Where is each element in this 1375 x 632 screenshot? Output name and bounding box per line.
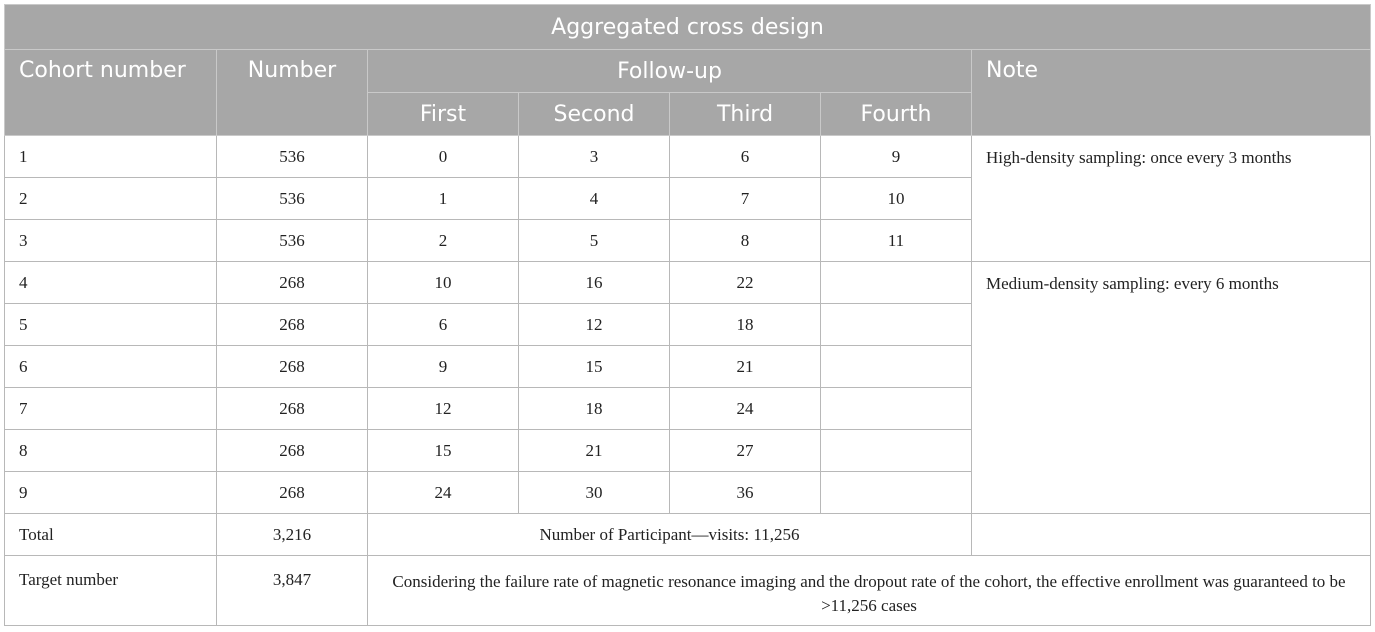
table-row	[5, 136, 1371, 178]
header-number: Number	[217, 50, 368, 136]
third-cell: 6	[670, 136, 821, 178]
first-cell: 0	[368, 136, 519, 178]
first-cell: 6	[368, 304, 519, 346]
second-cell: 30	[519, 472, 670, 514]
second-cell: 18	[519, 388, 670, 430]
fourth-cell	[821, 388, 972, 430]
third-cell: 21	[670, 346, 821, 388]
first-cell: 15	[368, 430, 519, 472]
fourth-cell	[821, 430, 972, 472]
total-note-empty	[972, 514, 1371, 556]
second-cell: 4	[519, 178, 670, 220]
fourth-cell: 9	[821, 136, 972, 178]
table-row	[5, 262, 1371, 304]
number-cell: 536	[217, 178, 368, 220]
target-label: Target number	[5, 556, 217, 626]
cohort-cell: 6	[5, 346, 217, 388]
total-number: 3,216	[217, 514, 368, 556]
header-note: Note	[972, 50, 1371, 136]
cohort-cell: 2	[5, 178, 217, 220]
cohort-cell: 9	[5, 472, 217, 514]
first-cell: 24	[368, 472, 519, 514]
header-fourth: Fourth	[821, 93, 972, 136]
cohort-cell: 5	[5, 304, 217, 346]
number-cell: 268	[217, 262, 368, 304]
fourth-cell	[821, 262, 972, 304]
total-visits: Number of Participant—visits: 11,256	[368, 514, 972, 556]
third-cell: 24	[670, 388, 821, 430]
cohort-cell: 7	[5, 388, 217, 430]
target-row	[5, 556, 1371, 626]
third-cell: 7	[670, 178, 821, 220]
header-second: Second	[519, 93, 670, 136]
header-first: First	[368, 93, 519, 136]
second-cell: 15	[519, 346, 670, 388]
second-cell: 16	[519, 262, 670, 304]
number-cell: 268	[217, 346, 368, 388]
first-cell: 2	[368, 220, 519, 262]
number-cell: 268	[217, 304, 368, 346]
number-cell: 536	[217, 220, 368, 262]
fourth-cell	[821, 304, 972, 346]
third-cell: 18	[670, 304, 821, 346]
header-third: Third	[670, 93, 821, 136]
second-cell: 12	[519, 304, 670, 346]
cohort-cell: 4	[5, 262, 217, 304]
cohort-cell: 3	[5, 220, 217, 262]
fourth-cell: 11	[821, 220, 972, 262]
cohort-cell: 8	[5, 430, 217, 472]
cohort-cell: 1	[5, 136, 217, 178]
fourth-cell	[821, 346, 972, 388]
second-cell: 3	[519, 136, 670, 178]
third-cell: 8	[670, 220, 821, 262]
number-cell: 536	[217, 136, 368, 178]
number-cell: 268	[217, 472, 368, 514]
target-description: Considering the failure rate of magnetic resonance imaging and the dropout rate of the cohort, the effective enrollment was guaranteed to be >11,256 cases	[368, 556, 1371, 626]
first-cell: 1	[368, 178, 519, 220]
fourth-cell: 10	[821, 178, 972, 220]
first-cell: 10	[368, 262, 519, 304]
note-medium-density: Medium-density sampling: every 6 months	[972, 262, 1371, 514]
header-cohort-number: Cohort number	[5, 50, 217, 136]
target-number: 3,847	[217, 556, 368, 626]
total-row	[5, 514, 1371, 556]
second-cell: 5	[519, 220, 670, 262]
first-cell: 9	[368, 346, 519, 388]
table-title: Aggregated cross design	[5, 5, 1371, 50]
number-cell: 268	[217, 388, 368, 430]
third-cell: 22	[670, 262, 821, 304]
third-cell: 36	[670, 472, 821, 514]
third-cell: 27	[670, 430, 821, 472]
cohort-design-table	[4, 4, 1371, 626]
note-high-density: High-density sampling: once every 3 months	[972, 136, 1371, 262]
second-cell: 21	[519, 430, 670, 472]
first-cell: 12	[368, 388, 519, 430]
fourth-cell	[821, 472, 972, 514]
total-label: Total	[5, 514, 217, 556]
number-cell: 268	[217, 430, 368, 472]
header-follow-up: Follow-up	[368, 50, 972, 93]
